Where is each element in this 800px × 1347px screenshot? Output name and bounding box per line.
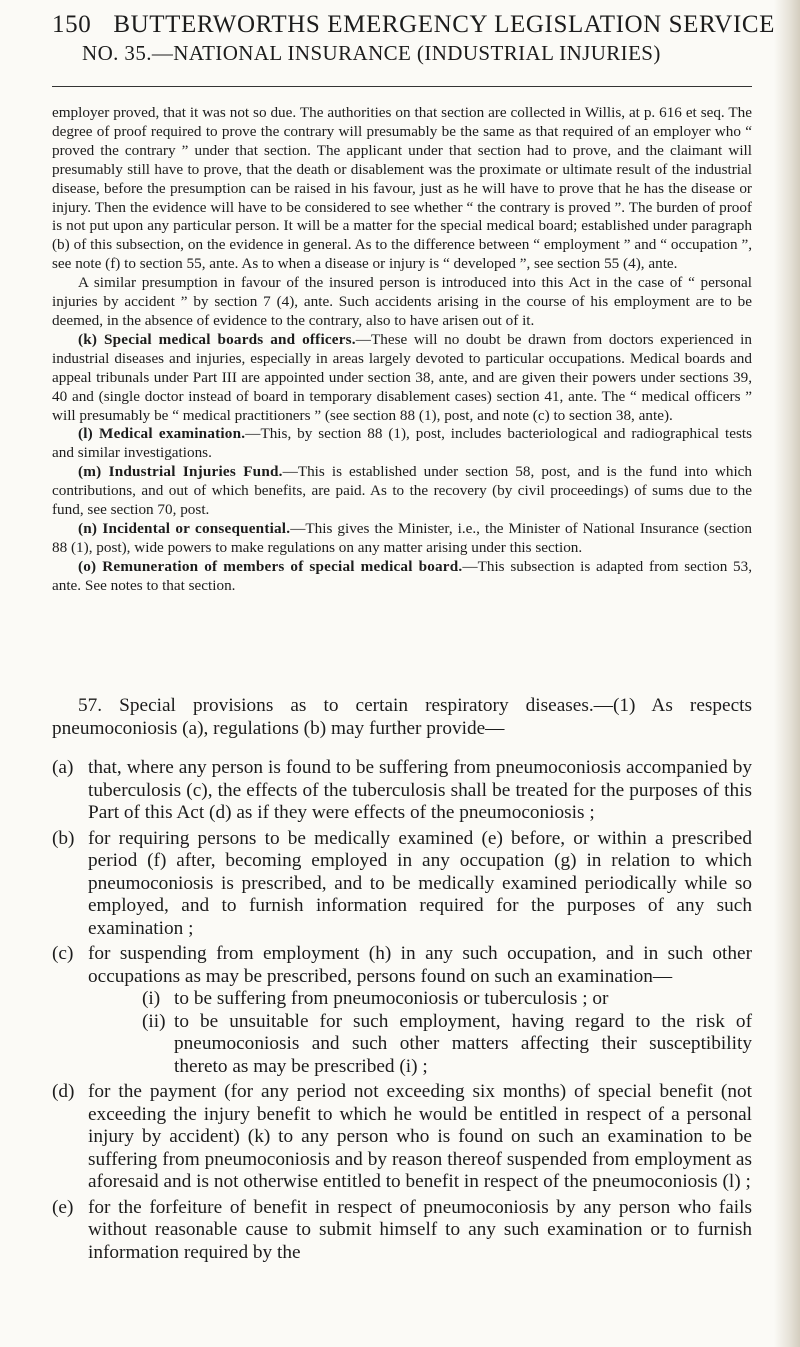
provision-d [52, 1081, 752, 1194]
statute-section-57 [52, 695, 752, 1264]
note-heading: (n) Incidental or consequential. [78, 519, 291, 537]
note-heading: (l) Medical examination. [78, 425, 246, 443]
provision-a [52, 757, 752, 825]
section-title: 57. Special provisions as to certain respiratory diseases. [78, 695, 594, 716]
note-m [52, 463, 752, 520]
provision-label: (c) [52, 943, 74, 964]
provision-b [52, 828, 752, 941]
provision-text: for the forfeiture of benefit in respect of pneumoconiosis by any person who fails without reasonable cause to submit himself to any such examination or to furnish information required by the [88, 1196, 752, 1263]
note-paragraph: employer proved, that it was not so due. The authorities on that section are collected in Willis, at p. 616 et seq. The degree of proof required to prove the contrary will presumably be the same as that required of an employer who “ proved the contrary ” under that section. The applicant under that section had to prove, and the claimant will presumably still have to prove, that the death or disablement was the proximate or ultimate result of the industrial disease, before the presumption can be raised in his favour, just as he will have to prove that he has the disease or injury. Then the evidence will have to be considered to see whether “ the contrary is proved ”. The burden of proof is not put upon any particular person. It will be a matter for the special medical board; established under paragraph (b) of this subsection, on the evidence in general. As to the difference between “ employment ” and “ occupation ”, see note (f) to section 55, ante. As to when a disease or injury is “ developed ”, see section 55 (4), ante. [52, 104, 752, 273]
note-heading: (m) Industrial Injuries Fund. [78, 463, 283, 481]
subprovision-i [142, 988, 752, 1011]
annotation-notes [52, 104, 752, 596]
running-header [52, 10, 776, 66]
provision-text: for suspending from employment (h) in any such occupation, and in such other occupations as may be prescribed, persons found on such an examination— [88, 943, 752, 987]
note-paragraph: A similar presumption in favour of the insured person is introduced into this Act in the case of “ personal injuries by accident ” by section 7 (4), ante. Such accidents arising in the course of his employment are to be deemed, in the absence of evidence to the contrary, also to have arisen out of it. [52, 274, 752, 329]
note-text: —This, by section 88 (1), post, includes bacteriological and radiographical tests and similar investigations. [52, 425, 753, 462]
page-edge-shadow [774, 0, 800, 1347]
header-line [52, 10, 776, 40]
note-heading: (k) Special medical boards and officers. [78, 330, 356, 348]
provision-e [52, 1197, 752, 1265]
provision-label: (a) [52, 757, 74, 778]
note-text: —This gives the Minister, i.e., the Minister of National Insurance (section 88 (1), post), wide powers to make regulations on any matter arising under this section. [52, 519, 752, 556]
provision-label: (d) [52, 1081, 75, 1102]
provision-label: (e) [52, 1196, 74, 1218]
chapter-title: NO. 35.—NATIONAL INSURANCE (INDUSTRIAL INJURIES) [82, 41, 661, 65]
note-text: —This is established under section 58, post, and is the fund into which contributions, and out of which benefits, are paid. As to the recovery (by civil proceedings) of sums due to the fund, see section 70, post. [52, 463, 752, 519]
section-intro: —(1) As respects pneumoconiosis (a), regulations (b) may further provide— [52, 695, 753, 739]
note-k [52, 331, 752, 426]
subprovision-text: to be unsuitable for such employment, having regard to the risk of pneumoconiosis and such other matters affecting their susceptibility thereto as may be prescribed (i) ; [174, 1010, 752, 1077]
provision-text: for the payment (for any period not exceeding six months) of special benefit (not exceeding the injury benefit to which he would be entitled in respect of a personal injury by accident) (k) to any person who is found on such an examination to be suffering from pneumoconiosis and by reason thereof suspended from employment as aforesaid and is not otherwise entitled to benefit in respect of the pneumoconiosis (l) ; [88, 1081, 752, 1192]
note-n [52, 520, 752, 558]
note-l [52, 425, 752, 463]
subprovision-text: to be suffering from pneumoconiosis or tuberculosis ; or [174, 988, 609, 1009]
provision-label: (b) [52, 827, 75, 849]
provision-c [52, 943, 752, 988]
spacer [52, 740, 752, 754]
provision-text: that, where any person is found to be suffering from pneumoconiosis accompanied by tuberculosis (c), the effects of the tuberculosis shall be treated for the purposes of this Part of this Act (d) as if they were effects of the pneumoconiosis ; [88, 757, 752, 823]
header-rule [52, 86, 752, 87]
subprovision-label: (ii) [142, 1010, 166, 1032]
section-heading [52, 695, 752, 740]
provision-text: for requiring persons to be medically examined (e) before, or within a prescribed period (f) after, becoming employed in any occupation (g) in relation to which pneumoconiosis is prescribed, and to be medically examined periodically while so employed, and to furnish information required for the purposes of any such examination ; [88, 827, 752, 939]
page-number: 150 [52, 11, 92, 38]
note-text: —This subsection is adapted from section 53, ante. See notes to that section. [52, 557, 753, 594]
note-heading: (o) Remuneration of members of special medical board. [78, 557, 463, 575]
subprovision-label: (i) [142, 988, 161, 1009]
note-text: —These will no doubt be drawn from doctors experienced in industrial diseases and injuries, especially in areas largely devoted to particular occupations. Medical boards and appeal tribunals under Part III are appointed under section 38, ante, and are given their powers under sections 39, 40 and (single doctor instead of board in temporary disablement cases) section 41, ante. The “ medical officers ” will presumably be “ medical practitioners ” (see section 88 (1), post, and note (c) to section 38, ante). [52, 330, 752, 424]
publication-title: BUTTERWORTHS EMERGENCY LEGISLATION SERVICE [113, 11, 776, 38]
subprovision-ii [142, 1011, 752, 1079]
note-o [52, 558, 752, 596]
